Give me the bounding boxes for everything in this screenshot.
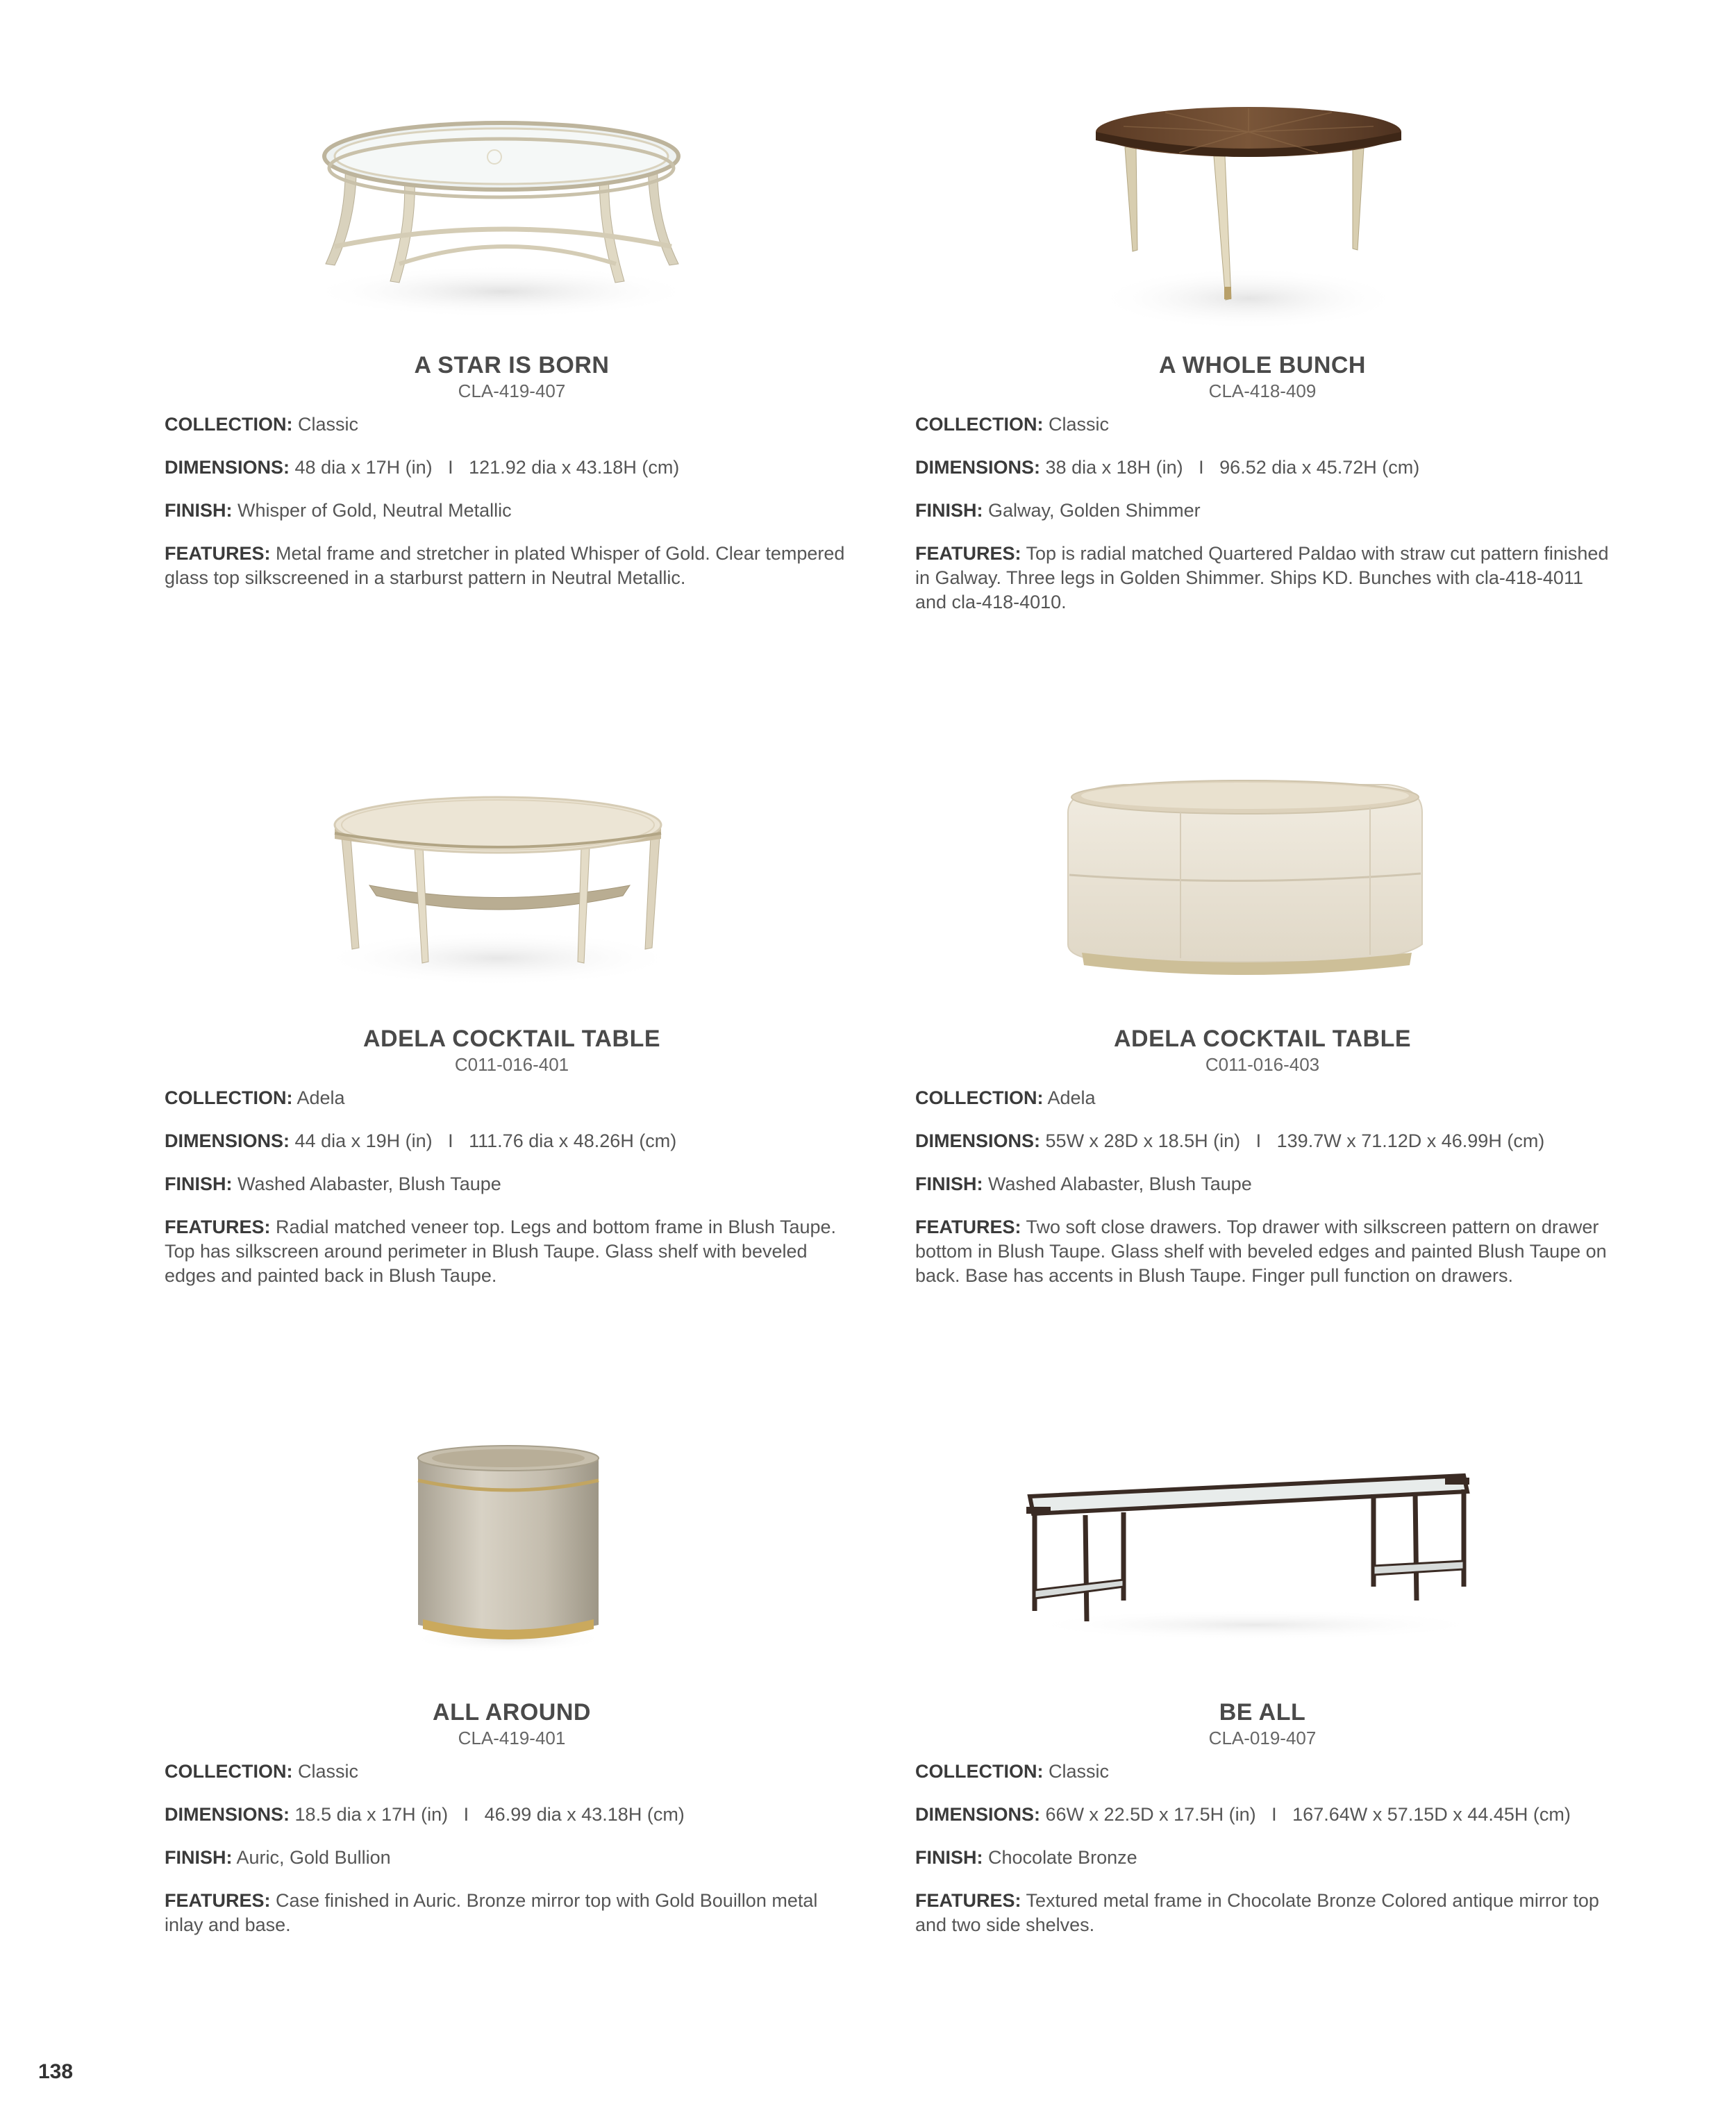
product-image — [165, 764, 859, 1021]
finish-value: Washed Alabaster, Blush Taupe — [237, 1173, 501, 1194]
finish-value: Chocolate Bronze — [988, 1847, 1137, 1868]
product-image — [915, 90, 1610, 347]
finish-value: Washed Alabaster, Blush Taupe — [988, 1173, 1252, 1194]
collection-value: Classic — [298, 1761, 359, 1782]
spec-collection — [165, 412, 859, 437]
features-value: Textured metal frame in Chocolate Bronze Colored antique mirror top and two side shelves. — [915, 1890, 1599, 1935]
spec-dimensions — [915, 1803, 1610, 1827]
collection-value: Classic — [298, 414, 359, 435]
features-label: FEATURES: — [165, 543, 271, 564]
finish-value: Galway, Golden Shimmer — [988, 500, 1201, 521]
product-sku: C011-016-403 — [1205, 1054, 1320, 1075]
cream-round-table-image — [165, 764, 859, 1021]
product-title: BE ALL — [1219, 1699, 1306, 1726]
features-value: Two soft close drawers. Top drawer with silkscreen pattern on drawer bottom in Blush Taupe. Glass shelf with beveled edges and painted Blush Taupe on back. Base has accents in Blush Taupe. Finger pull function on drawers. — [915, 1217, 1607, 1286]
product-title: ADELA COCKTAIL TABLE — [362, 1026, 661, 1052]
product-card — [915, 90, 1610, 633]
spec-dimensions — [915, 456, 1610, 480]
dimensions-value: 38 dia x 18H (in) I 96.52 dia x 45.72H (cm) — [1045, 457, 1420, 478]
features-label: FEATURES: — [915, 1890, 1021, 1911]
spec-dimensions — [165, 1129, 859, 1153]
product-image — [165, 90, 859, 347]
collection-label: COLLECTION: — [165, 1761, 293, 1782]
spec-features — [915, 542, 1610, 615]
features-label: FEATURES: — [165, 1217, 271, 1237]
product-title: ALL AROUND — [433, 1699, 591, 1726]
spec-dimensions — [165, 456, 859, 480]
finish-label: FINISH: — [165, 1847, 233, 1868]
features-value: Radial matched veneer top. Legs and bottom frame in Blush Taupe. Top has silkscreen around perimeter in Blush Taupe. Glass shelf with beveled edges and painted back in Blush Taupe. — [165, 1217, 837, 1286]
spec-collection — [165, 1760, 859, 1784]
product-sku: C011-016-401 — [454, 1054, 569, 1075]
spec-finish — [165, 1846, 859, 1870]
dimensions-value: 66W x 22.5D x 17.5H (in) I 167.64W x 57.15D x 44.45H (cm) — [1045, 1804, 1571, 1825]
product-sku: CLA-019-407 — [1208, 1728, 1317, 1748]
dimensions-value: 55W x 28D x 18.5H (in) I 139.7W x 71.12D x 46.99H (cm) — [1045, 1130, 1545, 1151]
rectangular-metal-table-image — [915, 1437, 1610, 1694]
product-card — [165, 764, 859, 1307]
spec-collection — [915, 1760, 1610, 1784]
product-image — [915, 764, 1610, 1021]
spec-features — [165, 1889, 859, 1937]
collection-label: COLLECTION: — [165, 1087, 293, 1108]
spec-collection — [915, 412, 1610, 437]
collection-value: Classic — [1049, 1761, 1110, 1782]
dimensions-label: DIMENSIONS: — [165, 1130, 290, 1151]
dimensions-label: DIMENSIONS: — [165, 1804, 290, 1825]
collection-value: Adela — [1047, 1087, 1096, 1108]
product-card — [915, 1437, 1610, 1956]
collection-label: COLLECTION: — [915, 1087, 1044, 1108]
drum-side-table-image — [165, 1437, 859, 1694]
dimensions-value: 44 dia x 19H (in) I 111.76 dia x 48.26H (cm) — [294, 1130, 677, 1151]
product-card — [915, 764, 1610, 1307]
product-card — [165, 1437, 859, 1956]
product-image — [915, 1437, 1610, 1694]
collection-value: Adela — [297, 1087, 345, 1108]
page-number: 138 — [38, 2060, 74, 2083]
spec-collection — [915, 1086, 1610, 1110]
features-value: Metal frame and stretcher in plated Whisper of Gold. Clear tempered glass top silkscreened in a starburst pattern in Neutral Metallic. — [165, 543, 845, 588]
product-sku: CLA-419-407 — [458, 381, 566, 401]
finish-label: FINISH: — [165, 1173, 233, 1194]
product-card — [165, 90, 859, 609]
spec-dimensions — [165, 1803, 859, 1827]
finish-label: FINISH: — [165, 500, 233, 521]
oval-drawer-table-image — [915, 764, 1610, 1021]
product-sku: CLA-418-409 — [1208, 381, 1317, 401]
features-value: Case finished in Auric. Bronze mirror top with Gold Bouillon metal inlay and base. — [165, 1890, 818, 1935]
finish-label: FINISH: — [915, 500, 983, 521]
spec-features — [915, 1889, 1610, 1937]
features-value: Top is radial matched Quartered Paldao with straw cut pattern finished in Galway. Three legs in Golden Shimmer. Ships KD. Bunches with cla-418-4011 and cla-418-4010. — [915, 543, 1609, 612]
product-title: A STAR IS BORN — [414, 352, 610, 378]
dimensions-label: DIMENSIONS: — [915, 1804, 1041, 1825]
finish-value: Auric, Gold Bullion — [236, 1847, 391, 1868]
dimensions-label: DIMENSIONS: — [915, 1130, 1041, 1151]
finish-value: Whisper of Gold, Neutral Metallic — [237, 500, 512, 521]
product-title: A WHOLE BUNCH — [1159, 352, 1366, 378]
spec-finish — [915, 1846, 1610, 1870]
finish-label: FINISH: — [915, 1847, 983, 1868]
spec-collection — [165, 1086, 859, 1110]
dimensions-value: 48 dia x 17H (in) I 121.92 dia x 43.18H (cm) — [294, 457, 680, 478]
spec-finish — [165, 1172, 859, 1196]
spec-finish — [915, 1172, 1610, 1196]
dimensions-label: DIMENSIONS: — [915, 457, 1041, 478]
features-label: FEATURES: — [915, 543, 1021, 564]
spec-finish — [915, 499, 1610, 523]
collection-label: COLLECTION: — [915, 414, 1044, 435]
spec-finish — [165, 499, 859, 523]
finish-label: FINISH: — [915, 1173, 983, 1194]
features-label: FEATURES: — [915, 1217, 1021, 1237]
collection-label: COLLECTION: — [915, 1761, 1044, 1782]
dimensions-label: DIMENSIONS: — [165, 457, 290, 478]
collection-value: Classic — [1049, 414, 1110, 435]
wood-round-table-image — [915, 90, 1610, 347]
spec-features — [165, 542, 859, 590]
product-image — [165, 1437, 859, 1694]
spec-features — [915, 1215, 1610, 1288]
collection-label: COLLECTION: — [165, 414, 293, 435]
product-sku: CLA-419-401 — [458, 1728, 566, 1748]
dimensions-value: 18.5 dia x 17H (in) I 46.99 dia x 43.18H (cm) — [294, 1804, 685, 1825]
glass-round-table-image — [165, 90, 859, 347]
features-label: FEATURES: — [165, 1890, 271, 1911]
product-title: ADELA COCKTAIL TABLE — [1113, 1026, 1412, 1052]
spec-features — [165, 1215, 859, 1288]
spec-dimensions — [915, 1129, 1610, 1153]
